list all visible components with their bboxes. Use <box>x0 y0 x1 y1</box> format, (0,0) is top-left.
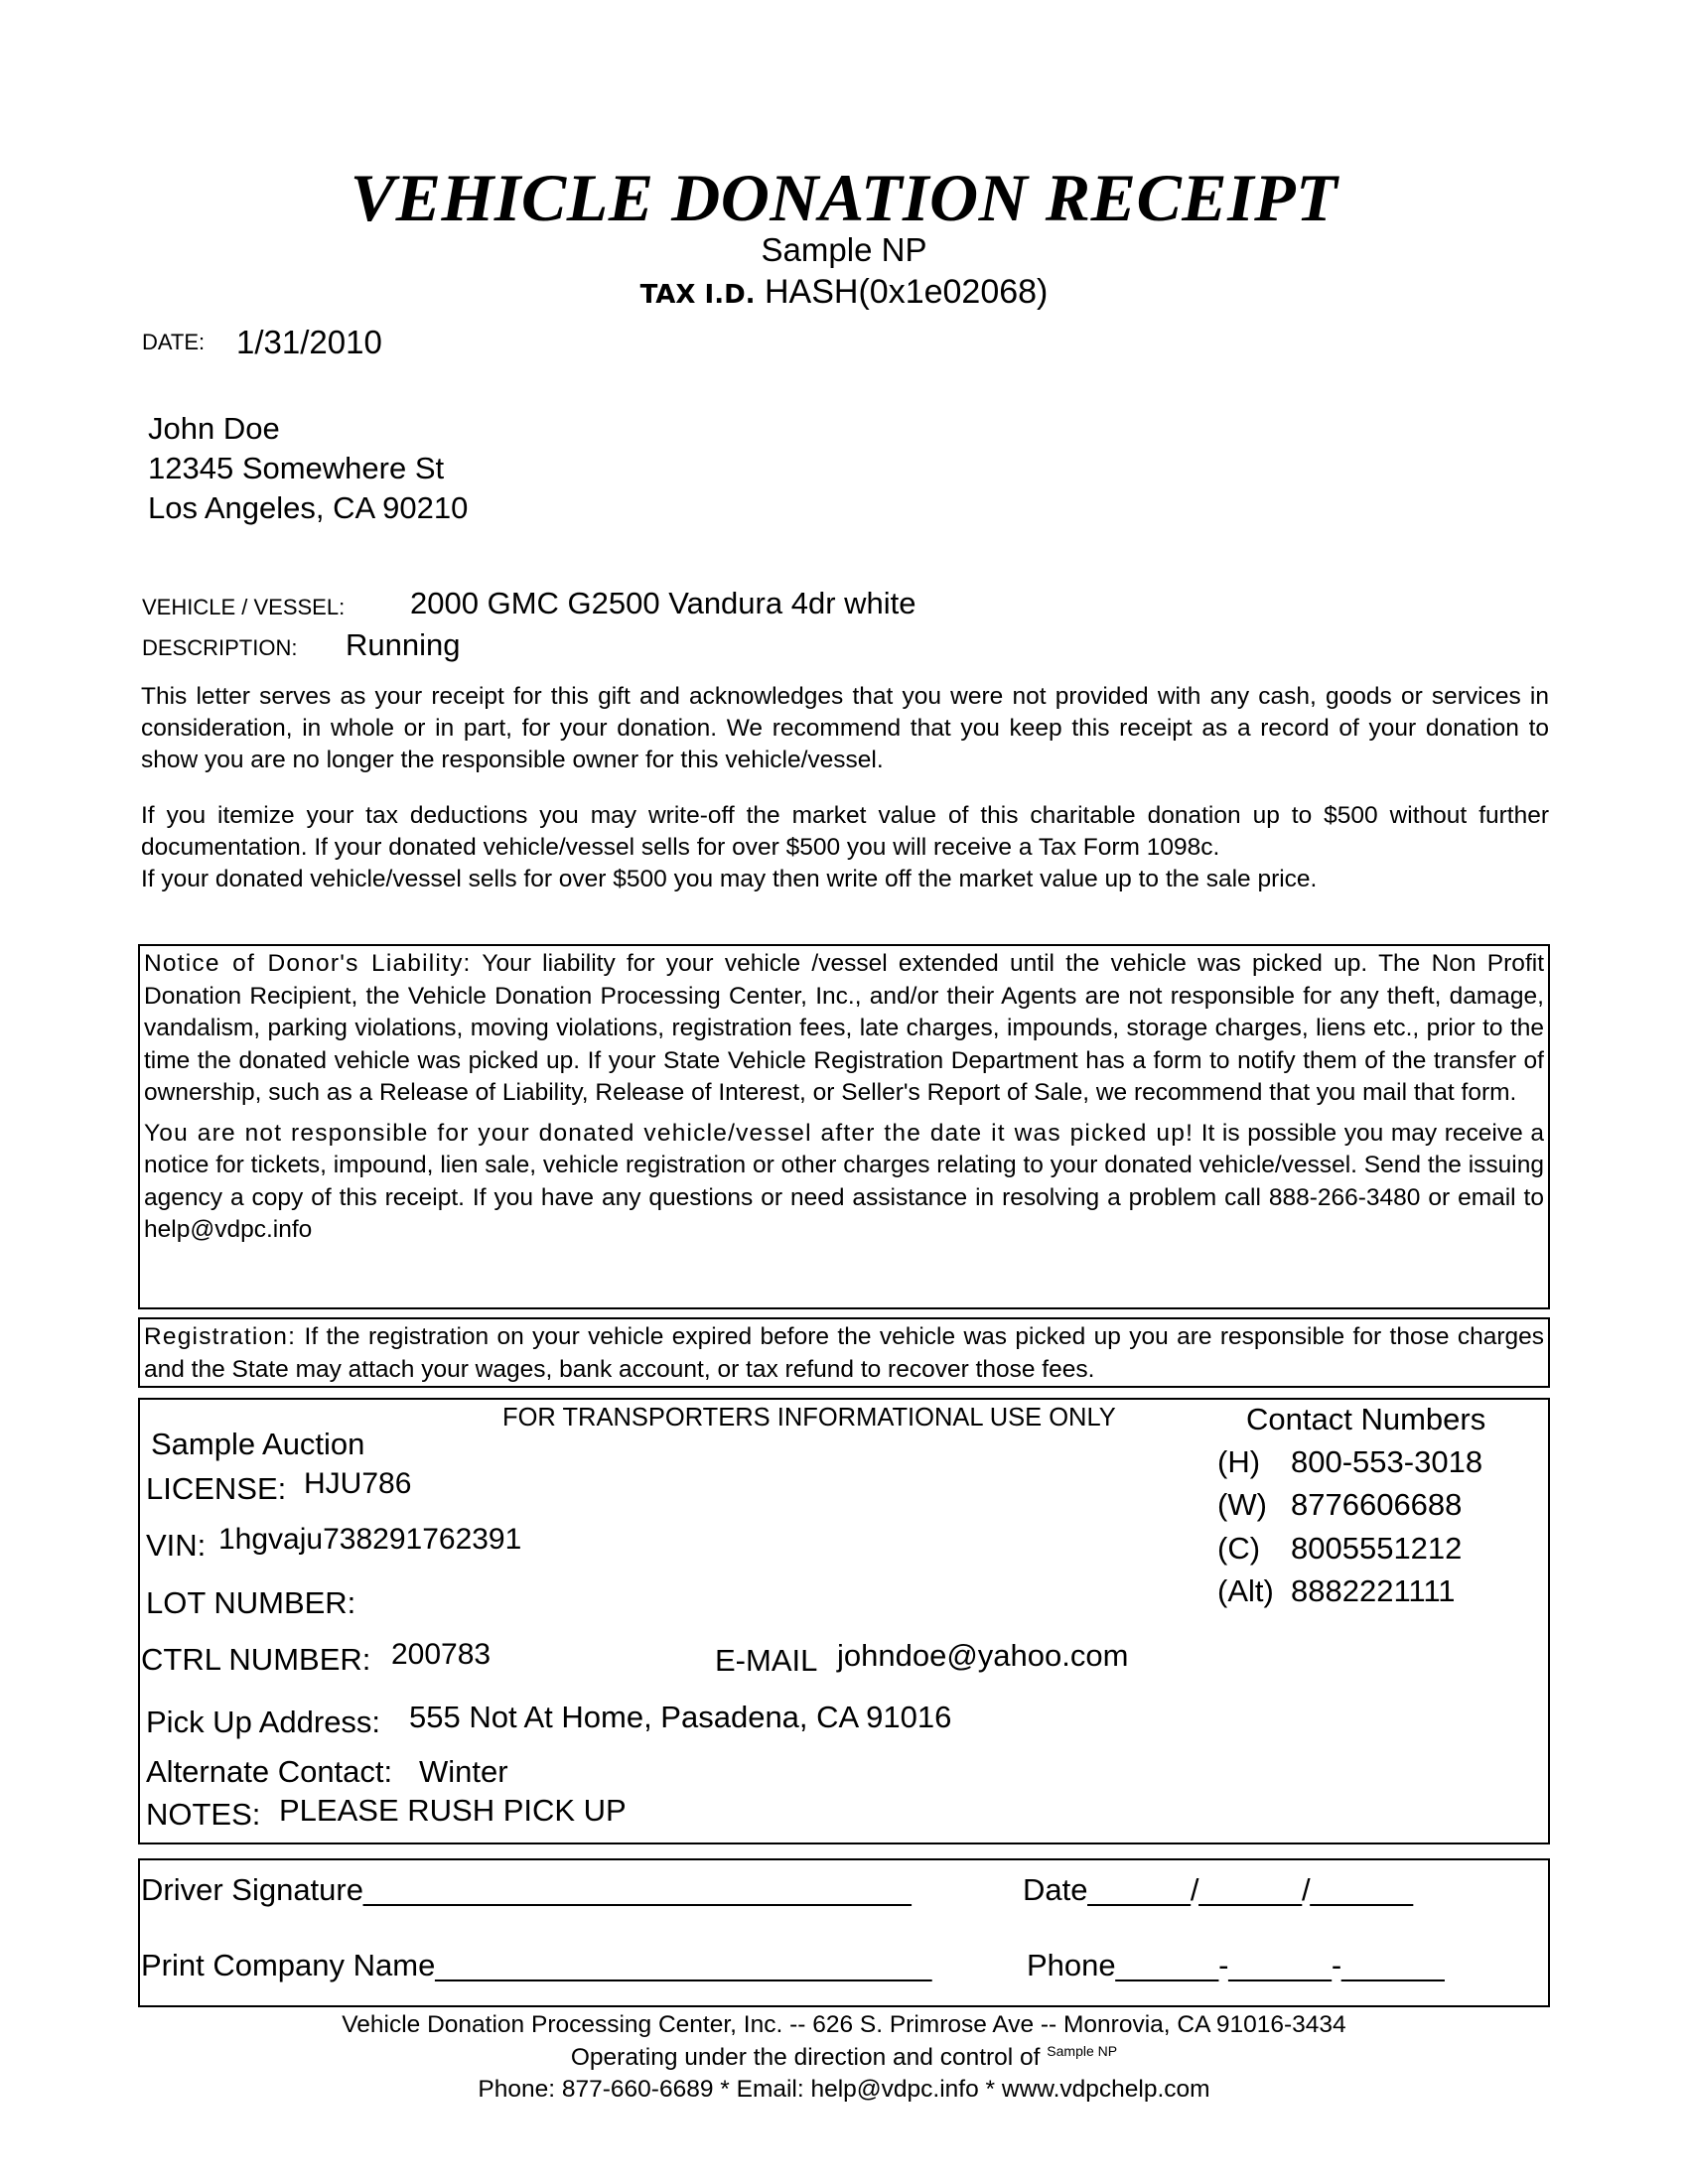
alternate-contact-label: Alternate Contact: <box>146 1754 393 1789</box>
notes-value: PLEASE RUSH PICK UP <box>279 1793 627 1828</box>
contact-cell-value: 8005551212 <box>1291 1531 1463 1566</box>
contact-numbers-heading: Contact Numbers <box>1246 1402 1486 1436</box>
vin-label: VIN: <box>146 1528 207 1563</box>
license-label: LICENSE: <box>146 1471 287 1506</box>
registration-box <box>138 1317 1550 1388</box>
signature-date-line[interactable]: Date______/______/______ <box>1023 1872 1414 1907</box>
document-title: VEHICLE DONATION RECEIPT <box>350 160 1338 235</box>
date-value: 1/31/2010 <box>236 324 382 360</box>
notes-label: NOTES: <box>146 1797 261 1832</box>
tax-id-row <box>0 273 1688 312</box>
receipt-paragraph: This letter serves as your receipt for this gift and acknowledges that you were not provided with any cash, goods or services in consideration, in whole or in part, for your donation. We recommend that you keep this receipt as a record of your donation to show you are no longer the responsible owner for this vehicle/vessel. <box>141 683 1549 773</box>
registration-text: If the registration on your vehicle expired before the vehicle was picked up you are responsible for those charges and the State may attach your wages, bank account, or tax refund to recover those fees. <box>144 1323 1544 1383</box>
ctrl-number-label: CTRL NUMBER: <box>141 1642 371 1677</box>
contact-home-label: (H) <box>1217 1444 1261 1479</box>
contact-work-value: 8776606688 <box>1291 1487 1463 1522</box>
date-label: DATE: <box>142 330 206 354</box>
auction-name: Sample Auction <box>151 1427 365 1461</box>
donor-address <box>148 409 468 528</box>
vehicle-value: 2000 GMC G2500 Vandura 4dr white <box>410 586 916 620</box>
registration-paragraph <box>140 1319 1548 1388</box>
donor-street: 12345 Somewhere St <box>148 451 445 485</box>
vehicle-label: VEHICLE / VESSEL: <box>142 595 346 619</box>
description-value: Running <box>346 627 461 662</box>
donor-city: Los Angeles, CA 90210 <box>148 490 469 525</box>
pickup-address-label: Pick Up Address: <box>146 1705 381 1739</box>
donor-name: John Doe <box>148 411 280 446</box>
registration-lead: Registration: <box>144 1323 297 1350</box>
description-label: DESCRIPTION: <box>142 635 298 660</box>
tax-paragraph <box>141 800 1549 895</box>
footer-operating-text: Operating under the direction and control of <box>570 2044 1041 2072</box>
footer-address: Vehicle Donation Processing Center, Inc. -- 626 S. Primrose Ave -- Monrovia, CA 91016-3434 <box>342 2011 1346 2038</box>
footer-operating-org: Sample NP <box>1047 2043 1118 2059</box>
footer-operating <box>0 2043 1688 2072</box>
responsibility-text: It is possible you may receive a notice for tickets, impound, lien sale, vehicle registration or other charges relating to your donated vehicle/vessel. Send the issuing agency a copy of this receipt. If you have any questions or need assistance in resolving a problem call 888-266-3480 or email to help@vdpc.info <box>144 1119 1544 1243</box>
transporter-heading: FOR TRANSPORTERS INFORMATIONAL USE ONLY <box>502 1404 1116 1432</box>
responsibility-lead: You are not responsible for your donated vehicle/vessel after the date it was picked up! <box>144 1119 1195 1147</box>
company-name-line[interactable]: Print Company Name_____________________________ <box>141 1948 932 1982</box>
email-value: johndoe@yahoo.com <box>837 1638 1129 1673</box>
contact-work-label: (W) <box>1217 1487 1267 1522</box>
responsibility-paragraph <box>140 1116 1548 1249</box>
email-label: E-MAIL <box>715 1643 818 1678</box>
liability-text: Your liability for your vehicle /vessel extended until the vehicle was picked up. The Non Profit Donation Recipient, the Vehicle Donation Processing Center, Inc., and/or their Agents are not responsible for any theft, damage, vandalism, parking violations, moving violations, registration fees, late charges, impounds, storage charges, liens etc., prior to the time the donated vehicle was picked up. If your State Vehicle Registration Department has a form to notify them of the transfer of ownership, such as a Release of Liability, Release of Interest, or Seller's Report of Sale, we recommend that you mail that form. <box>144 950 1544 1106</box>
tax-id-value: HASH(0x1e02068) <box>765 273 1049 311</box>
pickup-address-value: 555 Not At Home, Pasadena, CA 91016 <box>409 1700 952 1734</box>
footer-contact: Phone: 877-660-6689 * Email: help@vdpc.info * www.vdpchelp.com <box>478 2076 1210 2103</box>
contact-home-value: 800-553-3018 <box>1291 1444 1483 1479</box>
liability-notice-box <box>138 944 1550 1309</box>
vin-value: 1hgvaju738291762391 <box>218 1523 522 1556</box>
liability-notice-paragraph <box>140 946 1548 1112</box>
contact-cell-label: (C) <box>1217 1531 1261 1566</box>
alternate-contact-value: Winter <box>419 1754 508 1789</box>
ctrl-number-value: 200783 <box>391 1638 492 1671</box>
driver-signature-line[interactable]: Driver Signature________________________________ <box>141 1872 912 1907</box>
tax-paragraph-line1: If you itemize your tax deductions you may write-off the market value of this charitable donation up to $500 without further documentation. If your donated vehicle/vessel sells for over $500 you will receive a Tax Form 1098c. <box>141 802 1549 861</box>
liability-lead: Notice of Donor's Liability: <box>144 950 472 977</box>
contact-alt-label: (Alt) <box>1217 1573 1274 1608</box>
tax-paragraph-line2: If your donated vehicle/vessel sells for over $500 you may then write off the market value up to the sale price. <box>141 866 1318 892</box>
organization-name: Sample NP <box>761 231 927 268</box>
license-value: HJU786 <box>304 1467 412 1500</box>
contact-alt-value: 8882221111 <box>1291 1573 1456 1608</box>
lot-number-label: LOT NUMBER: <box>146 1585 356 1620</box>
company-phone-line[interactable]: Phone______-______-______ <box>1027 1948 1445 1982</box>
tax-id-label: TAX I.D. <box>639 280 756 310</box>
